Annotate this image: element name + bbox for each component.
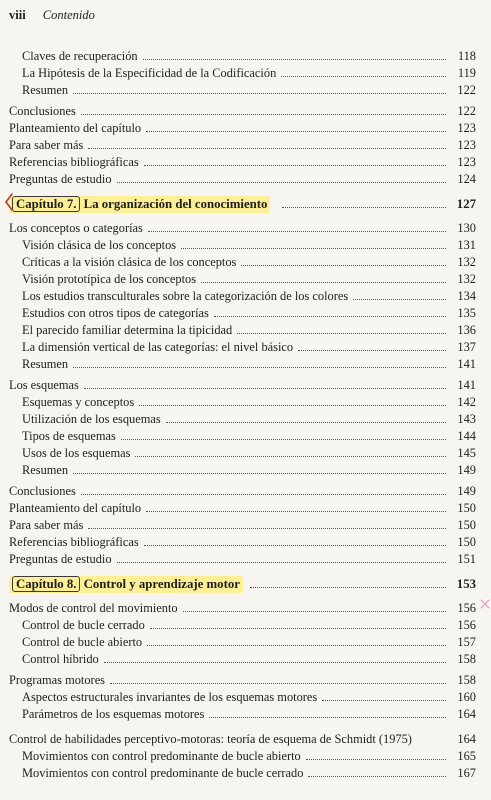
header-title: Contenido — [42, 8, 95, 22]
dot-leader — [306, 759, 446, 760]
entry-title: El parecido familiar determina la tipicidad — [22, 323, 233, 337]
entry-title: Los conceptos o categorías — [9, 221, 143, 235]
page-number: 167 — [457, 766, 476, 780]
dot-leader — [308, 776, 446, 777]
toc-chapter-row — [0, 576, 491, 592]
toc-entry-row — [0, 339, 491, 355]
toc-entry-row — [0, 706, 491, 722]
entry-title: Referencias bibliográficas — [9, 535, 139, 549]
dot-leader — [150, 628, 446, 629]
dot-leader — [147, 645, 446, 646]
page-number: 122 — [457, 83, 476, 97]
chapter-number: Capítulo 8. — [12, 576, 80, 592]
chapter-title: Control y aprendizaje motor — [80, 577, 240, 591]
page-number: 153 — [456, 577, 476, 591]
page-number: 123 — [457, 121, 476, 135]
toc-entry-row — [0, 651, 491, 667]
dot-leader — [241, 265, 446, 266]
toc-entry-row — [0, 394, 491, 410]
red-pen-mark-icon — [4, 193, 14, 211]
chapter-title: La organización del conocimiento — [80, 197, 268, 211]
toc-entry-row — [0, 428, 491, 444]
page-number: 151 — [457, 552, 476, 566]
entry-title: La Hipótesis de la Especificidad de la Codificación — [22, 66, 277, 80]
toc-entry-row — [0, 634, 491, 650]
entry-title: Para saber más — [9, 518, 84, 532]
dot-leader — [84, 388, 446, 389]
toc-entry-row — [0, 551, 491, 567]
toc-entry-row — [0, 411, 491, 427]
page-number: 156 — [457, 618, 476, 632]
entry-title: Conclusiones — [9, 484, 76, 498]
entry-title: Visión clásica de los conceptos — [22, 238, 177, 252]
toc-entry-row — [0, 462, 491, 478]
highlighter-mark — [9, 196, 270, 213]
dot-leader — [110, 683, 446, 684]
dot-leader — [73, 93, 446, 94]
page-number: 118 — [457, 49, 476, 63]
dot-leader — [81, 494, 446, 495]
dot-leader — [282, 207, 446, 208]
entry-title: Resumen — [22, 463, 69, 477]
dot-leader — [146, 511, 446, 512]
dot-leader — [144, 165, 446, 166]
page-number: 145 — [457, 446, 476, 460]
page-number: 136 — [457, 323, 476, 337]
entry-title: Resumen — [22, 357, 69, 371]
page-number: 157 — [457, 635, 476, 649]
page-number: 156 — [457, 601, 476, 615]
toc-entry-row — [0, 445, 491, 461]
page-number: 127 — [456, 197, 476, 211]
entry-title: Preguntas de estudio — [9, 552, 112, 566]
page-number: 142 — [457, 395, 476, 409]
page-number: 160 — [457, 690, 476, 704]
dot-leader — [322, 700, 446, 701]
page-number: 119 — [457, 66, 476, 80]
toc-entry-row — [0, 600, 491, 616]
dot-leader — [250, 587, 446, 588]
toc-entry-row — [0, 617, 491, 633]
toc-entry-row — [0, 689, 491, 705]
toc-entry-row — [0, 120, 491, 136]
dot-leader — [166, 422, 446, 423]
entry-title: Los esquemas — [9, 378, 79, 392]
toc-entry-row — [0, 103, 491, 119]
page-number: 132 — [457, 272, 476, 286]
dot-leader — [88, 528, 446, 529]
chapter-heading — [9, 576, 243, 592]
entry-title: Los estudios transculturales sobre la categorización de los colores — [22, 289, 349, 303]
entry-title: Para saber más — [9, 138, 84, 152]
dot-leader — [81, 114, 446, 115]
dot-leader — [144, 545, 446, 546]
entry-title: Control de bucle cerrado — [22, 618, 145, 632]
page-number: 143 — [457, 412, 476, 426]
toc-entry-row — [0, 220, 491, 236]
toc-entry-row — [0, 82, 491, 98]
highlighter-mark — [9, 576, 243, 593]
entry-title: Visión prototípica de los conceptos — [22, 272, 197, 286]
entry-title: Parámetros de los esquemas motores — [22, 707, 205, 721]
pink-cross-mark-icon — [479, 598, 491, 610]
entry-title: Modos de control del movimiento — [9, 601, 178, 615]
dot-leader — [298, 350, 446, 351]
page-number: 150 — [457, 501, 476, 515]
entry-title: Control de bucle abierto — [22, 635, 143, 649]
toc-entry-row — [0, 765, 491, 781]
page-number: 123 — [457, 155, 476, 169]
page-number: 131 — [457, 238, 476, 252]
toc-chapter-row — [0, 196, 491, 212]
entry-title: Claves de recuperación — [22, 49, 138, 63]
dot-leader — [281, 76, 446, 77]
entry-title: Esquemas y conceptos — [22, 395, 135, 409]
toc-entry-row — [0, 500, 491, 516]
page-number: 164 — [457, 732, 476, 746]
page-number: 141 — [457, 378, 476, 392]
toc-entry-row — [0, 517, 491, 533]
page-number: 141 — [457, 357, 476, 371]
dot-leader — [237, 333, 446, 334]
page-number: 134 — [457, 289, 476, 303]
page-number: 158 — [457, 652, 476, 666]
toc-entry-row — [0, 377, 491, 393]
toc-entry-row — [0, 237, 491, 253]
entry-title: Movimientos con control predominante de bucle abierto — [22, 749, 301, 763]
dot-leader — [117, 182, 446, 183]
toc-entry-row — [0, 288, 491, 304]
entry-title: Referencias bibliográficas — [9, 155, 139, 169]
entry-title: Planteamiento del capítulo — [9, 501, 142, 515]
dot-leader — [181, 248, 446, 249]
dot-leader — [135, 456, 446, 457]
page-number: 130 — [457, 221, 476, 235]
entry-title: Preguntas de estudio — [9, 172, 112, 186]
entry-title: Aspectos estructurales invariantes de los esquemas motores — [22, 690, 318, 704]
page-number: 144 — [457, 429, 476, 443]
dot-leader — [209, 717, 446, 718]
toc-entry-row — [0, 305, 491, 321]
toc-entry-row — [0, 137, 491, 153]
dot-leader — [121, 439, 446, 440]
toc-entry-row — [0, 254, 491, 270]
entry-title: Estudios con otros tipos de categorías — [22, 306, 209, 320]
entry-title: Tipos de esquemas — [22, 429, 116, 443]
entry-title: Control híbrido — [22, 652, 99, 666]
page-number: 150 — [457, 535, 476, 549]
dot-leader — [201, 282, 446, 283]
dot-leader — [183, 611, 446, 612]
page-number: 132 — [457, 255, 476, 269]
toc-entry-row — [0, 731, 491, 747]
page-number: 149 — [457, 484, 476, 498]
entry-title: Planteamiento del capítulo — [9, 121, 142, 135]
page-number: 124 — [457, 172, 476, 186]
entry-title: Programas motores — [9, 673, 106, 687]
dot-leader — [353, 299, 446, 300]
entry-title: La dimensión vertical de las categorías: el nivel básico — [22, 340, 294, 354]
dot-leader — [117, 562, 446, 563]
toc-entry-row — [0, 171, 491, 187]
page-number: 122 — [457, 104, 476, 118]
toc-entry-row — [0, 322, 491, 338]
toc-entry-row — [0, 483, 491, 499]
entry-title: Conclusiones — [9, 104, 76, 118]
toc-entry-row — [0, 534, 491, 550]
dot-leader — [214, 316, 446, 317]
page-number: 135 — [457, 306, 476, 320]
page-number: 150 — [457, 518, 476, 532]
toc-entry-row — [0, 356, 491, 372]
toc-entry-row — [0, 271, 491, 287]
entry-title: Resumen — [22, 83, 69, 97]
toc-entry-row — [0, 154, 491, 170]
dot-leader — [88, 148, 446, 149]
dot-leader — [146, 131, 446, 132]
toc-entry-row — [0, 748, 491, 764]
chapter-number: Capítulo 7. — [12, 196, 80, 212]
dot-leader — [148, 231, 446, 232]
dot-leader — [104, 662, 446, 663]
dot-leader — [139, 405, 446, 406]
page-number: 123 — [457, 138, 476, 152]
page-number: 137 — [457, 340, 476, 354]
page-number: 164 — [457, 707, 476, 721]
page-number: 158 — [457, 673, 476, 687]
entry-title: Utilización de los esquemas — [22, 412, 161, 426]
header-page-number: viii — [9, 8, 26, 22]
dot-leader — [73, 473, 446, 474]
toc-entry-row — [0, 65, 491, 81]
entry-title: Control de habilidades perceptivo-motoras: teoría de esquema de Schmidt (1975) — [9, 732, 412, 746]
dot-leader — [73, 367, 446, 368]
page-number: 165 — [457, 749, 476, 763]
page-number: 149 — [457, 463, 476, 477]
chapter-heading — [9, 196, 270, 212]
entry-title: Movimientos con control predominante de bucle cerrado — [22, 766, 304, 780]
toc-entry-row — [0, 48, 491, 64]
entry-title: Críticas a la visión clásica de los conceptos — [22, 255, 237, 269]
toc-entry-row — [0, 672, 491, 688]
entry-title: Usos de los esquemas — [22, 446, 131, 460]
dot-leader — [143, 59, 446, 60]
